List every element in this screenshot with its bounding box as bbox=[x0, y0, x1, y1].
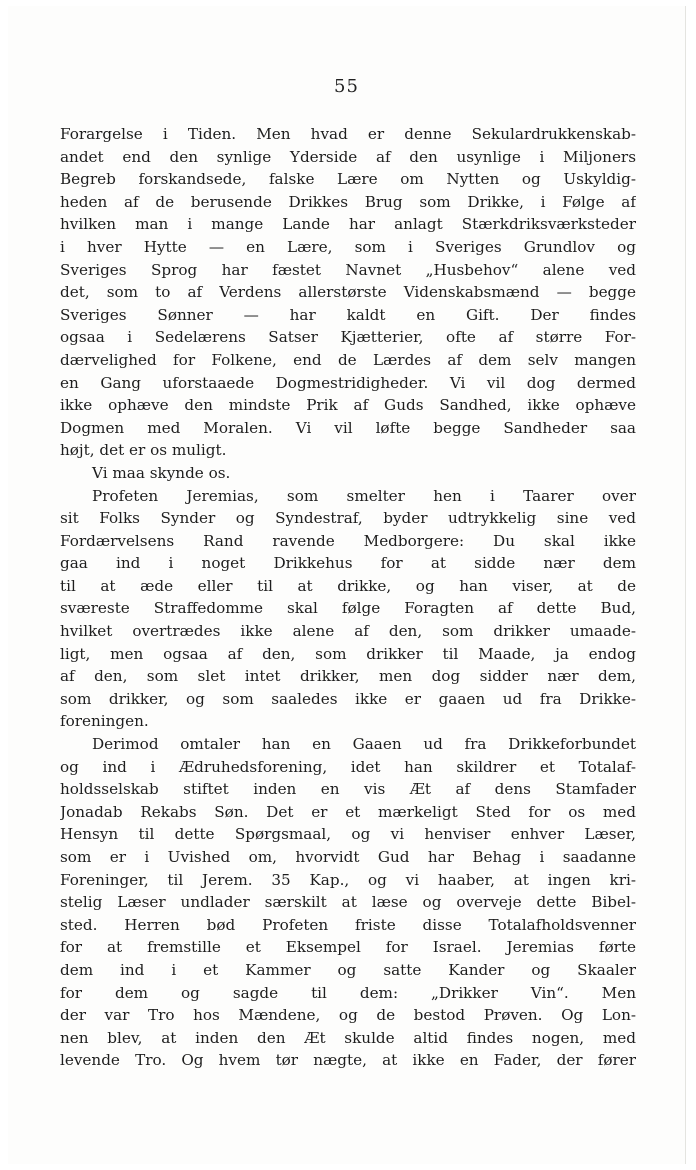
text-line: ogsaa i Sedelærens Satser Kjætterier, ofte af større For- bbox=[60, 328, 636, 347]
page-number: 55 bbox=[334, 76, 359, 97]
text-line: Dogmen med Moralen. Vi vil løfte begge Sandheder saa bbox=[60, 418, 636, 437]
text-line: stelig Læser undlader særskilt at læse og overveje dette Bibel- bbox=[60, 893, 636, 912]
text-line: Foreninger, til Jerem. 35 Kap., og vi haaber, at ingen kri- bbox=[60, 870, 636, 889]
text-line: Profeten Jeremias, som smelter hen i Taarer over bbox=[92, 486, 636, 505]
text-line: hvilket overtrædes ikke alene af den, som drikker umaade- bbox=[60, 622, 636, 641]
text-line: Sveriges Sprog har fæstet Navnet „Husbehov“ alene ved bbox=[60, 260, 636, 279]
text-line: Forargelse i Tiden. Men hvad er denne Sekulardrukkenskab- bbox=[60, 125, 636, 143]
text-line: sit Folks Synder og Syndestraf, byder udtrykkelig sine ved bbox=[60, 509, 636, 528]
text-line: og ind i Ædruhedsforening, idet han skildrer et Totalaf- bbox=[60, 757, 636, 776]
text-line: ikke ophæve den mindste Prik af Guds Sandhed, ikke ophæve bbox=[60, 396, 636, 415]
text-line: Hensyn til dette Spørgsmaal, og vi henviser enhver Læser, bbox=[60, 825, 636, 844]
text-line: til at æde eller til at drikke, og han viser, at de bbox=[60, 576, 636, 595]
text-line: der var Tro hos Mændene, og de bestod Prøven. Og Lon- bbox=[60, 1006, 636, 1025]
text-line: for dem og sagde til dem: „Drikker Vin“. Men bbox=[60, 983, 636, 1002]
text-line: højt, det er os muligt. bbox=[60, 441, 227, 460]
text-line: det, som to af Verdens allerstørste Videnskabsmænd — begge bbox=[60, 283, 636, 302]
text-line: levende Tro. Og hvem tør nægte, at ikke en Fader, der fører bbox=[60, 1051, 636, 1070]
text-line: som drikker, og som saaledes ikke er gaaen ud fra Drikke- bbox=[60, 689, 636, 708]
text-line: sværeste Straffedomme skal følge Foragten af dette Bud, bbox=[60, 599, 636, 618]
text-line: som er i Uvished om, hvorvidt Gud har Behag i saadanne bbox=[60, 848, 636, 866]
text-line: dem ind i et Kammer og satte Kander og Skaaler bbox=[60, 960, 636, 979]
text-line: Sveriges Sønner — har kaldt en Gift. Der findes bbox=[60, 305, 636, 324]
text-line: hvilken man i mange Lande har anlagt Stærkdriksværksteder bbox=[60, 215, 636, 234]
text-line: i hver Hytte — en Lære, som i Sveriges Grundlov og bbox=[60, 237, 636, 256]
text-line: heden af de berusende Drikkes Brug som Drikke, i Følge af bbox=[60, 192, 636, 211]
text-line: Fordærvelsens Rand ravende Medborgere: Du skal ikke bbox=[60, 531, 636, 550]
text-line: holdsselskab stiftet inden en vis Æt af dens Stamfader bbox=[60, 780, 636, 799]
text-line: andet end den synlige Yderside af den usynlige i Miljoners bbox=[60, 147, 636, 166]
body-text bbox=[60, 123, 636, 1072]
text-line: Derimod omtaler han en Gaaen ud fra Drikkeforbundet bbox=[92, 735, 636, 754]
text-line: foreningen. bbox=[60, 712, 149, 731]
text-line: dærvelighed for Folkene, end de Lærdes af dem selv mangen bbox=[60, 350, 636, 369]
book-page bbox=[8, 6, 686, 1164]
text-line: Begreb forskandsede, falske Lære om Nytten og Uskyldig- bbox=[60, 170, 636, 189]
text-line: nen blev, at inden den Æt skulde altid findes nogen, med bbox=[60, 1028, 636, 1047]
text-line: gaa ind i noget Drikkehus for at sidde nær dem bbox=[60, 554, 636, 573]
text-line: af den, som slet intet drikker, men dog sidder nær dem, bbox=[60, 667, 636, 686]
text-line: sted. Herren bød Profeten friste disse Totalafholdsvenner bbox=[60, 915, 636, 934]
text-line: for at fremstille et Eksempel for Israel. Jeremias førte bbox=[60, 938, 636, 957]
text-line: ligt, men ogsaa af den, som drikker til Maade, ja endog bbox=[60, 644, 636, 663]
text-line: en Gang uforstaaede Dogmestridigheder. Vi vil dog dermed bbox=[60, 373, 636, 392]
text-line: Vi maa skynde os. bbox=[92, 463, 231, 482]
text-line: Jonadab Rekabs Søn. Det er et mærkeligt Sted for os med bbox=[60, 802, 636, 821]
